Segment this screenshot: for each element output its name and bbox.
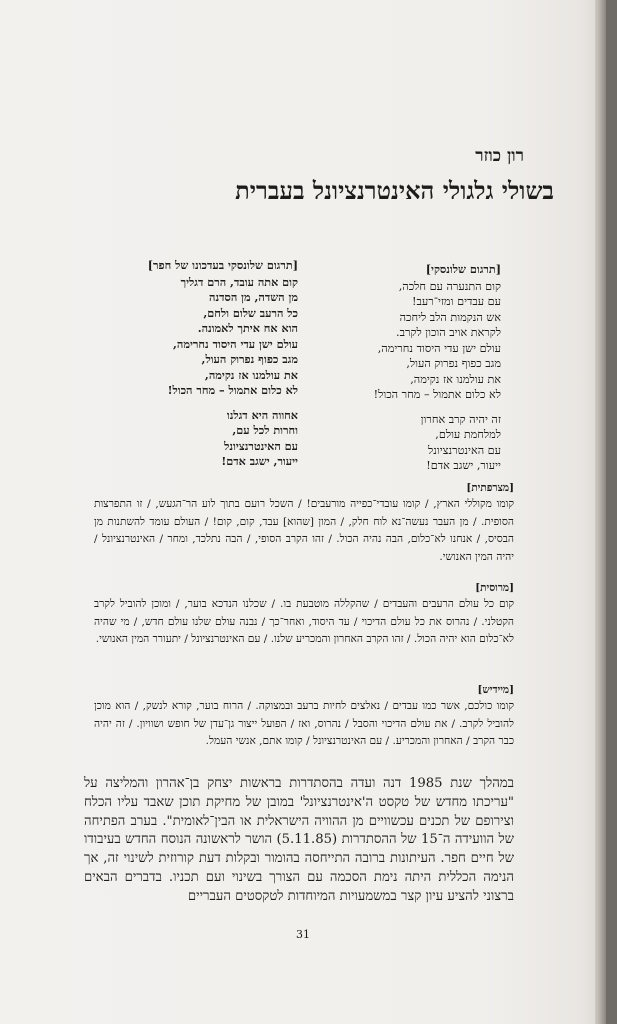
poem-line: הוא אח איתך לאמונה. bbox=[197, 321, 298, 335]
poem-shlonsky-hefer bbox=[108, 258, 298, 470]
poem-line: מגב כפוף נפרוק העול, bbox=[201, 352, 298, 366]
translation-section-yiddish bbox=[94, 682, 514, 751]
poem-line: מגב כפוף נפרוק העול, bbox=[406, 357, 501, 370]
poem-line: עולם ישן עדי היסוד נחרימה, bbox=[377, 341, 501, 355]
poem-line: לקראת אויב הוכון לקרב. bbox=[396, 326, 501, 339]
poem-line: קום אתה עובד, הרם דגליך bbox=[180, 274, 298, 289]
poem-line: מן השדה, מן הסדנה bbox=[209, 290, 298, 304]
section-label: [מיידיש] bbox=[477, 684, 514, 696]
section-label: [מרוסית] bbox=[475, 582, 514, 594]
poem-line: זה יהיה קרב אחרון bbox=[420, 412, 501, 426]
poem-line: לא כלום אתמול – מחר הכול! bbox=[373, 388, 501, 401]
poem-line: את עולמנו אז נקימה, bbox=[410, 372, 501, 386]
page-edge bbox=[595, 0, 606, 1024]
poem-line: לא כלום אתמול – מחר הכול! bbox=[167, 383, 298, 397]
poem-line: וחרות לכל עם, bbox=[232, 423, 298, 437]
section-text: קום כל עולם הרעבים והעבדים / שהקללה מוטבעת בו. / שכלנו הנדכא בוער, / ומוכן להוביל לקרב הקטלני. / נהרוס את כל עולם הדיכוי / עד היסוד, ואחר־כך / נבנה עולם שלנו עולם חדש, / מי שהיה לא־כלום הוא יהיה הכול. / זהו הקרב האחרון והמכריע שלנו. / עם האינטרנציונל / יתעורר המין האנושי. bbox=[94, 598, 514, 645]
article-title: בשולי גלגולי האינטרנציונל בעברית bbox=[235, 176, 554, 205]
poem-line: ייעור, ישגב אדם! bbox=[426, 459, 501, 472]
poem-line: עולם ישן עדי היסוד נחרימה, bbox=[173, 336, 298, 351]
poem-line: ייעור, ישגב אדם! bbox=[221, 454, 298, 468]
poem-line: קום התנערה עם חלכה, bbox=[398, 279, 501, 293]
poem-line: אחווה היא דגלנו bbox=[226, 407, 298, 422]
poem-shlonsky bbox=[351, 262, 501, 474]
section-text: קומו מקוללי הארץ, / קומו עובדי־כפייה מורעבים! / השכל רועם בתוך לוע הר־הגעש, / זו התפרצות הסופית. / מן העבר נעשה־נא לוח חלק, / המון [שהוא] עבד, קום, קום! / העולם עומד להשתנות מן הבסיס, / אנחנו לא־כלום, הבה נהיה הכול. / זהו הקרב הסופי, / הבה נתלכד, ומחר / האינטרנציונל / יהיה המין האנושי. bbox=[94, 498, 514, 563]
author-name: רון כוזר bbox=[475, 146, 524, 166]
section-text: קומו כולכם, אשר כמו עבדים / נאלצים לחיות ברעב ובמצוקה. / הרוח בוער, קורא לנשק, / הוא מוכן להוביל לקרב. / את עולם הדיכוי והסבל / נהרוס, ואז / הפועל ייצור גן־עדן של חופש ושוויון. / זה יהיה כבר הקרב / האחרון והמכריע. / עם האינטרנציונל / קומו אתם, אנשי העמל. bbox=[94, 700, 514, 747]
translation-section-russian bbox=[94, 580, 514, 649]
poem-line: את עולמנו אז נקימה, bbox=[204, 367, 298, 382]
body-paragraph: במהלך שנת 1985 דנה ועדה בהסתדרות בראשות יצחק בן־אהרון והמליצה על "עריכתו מחדש של טקסט ה'אינטרנציונל' במובן של מחיקת תוכן שאבד עליו הכלח וצירופם של תכנים עכשוויים מן ההוויה הישראלית או הבין־לאומית". בערב הפתיחה של הוועידה ה־15 של ההסתדרות (5.11.85) הושר לראשונה הנוסח החדש בעיבודו של חיים חפר. העיתונות ברובה התייחסה בהומור ובקלות דעת קורוזית לשינוי זה, אך הנימה הכללית היתה נימת הסכמה עם הצורך בשינוי ועם תכניו. בדברים הבאים ברצוני להציע עיון קצר במשמעויות המיוחדות לטקסטים העבריים bbox=[84, 776, 514, 904]
poem-line: עם עבדים ומזי־רעב! bbox=[412, 295, 501, 308]
poem-line: עם האינטרנציונל bbox=[427, 443, 501, 457]
poem-line: עם האינטרנציונל bbox=[224, 438, 298, 453]
translation-section-french bbox=[94, 480, 514, 566]
poem-label: [תרגום שלונסקי בעדכונו של חפר] bbox=[147, 258, 298, 272]
poem-line: כל הרעב שלום ולחם, bbox=[203, 305, 298, 320]
poem-line: אש הנקמות הלב ליחכה bbox=[399, 310, 501, 324]
poem-line: למלחמת עולם, bbox=[435, 428, 501, 441]
section-label: [מצרפתית] bbox=[466, 482, 514, 494]
poem-label: [תרגום שלונסקי] bbox=[425, 262, 501, 276]
page-number: 31 bbox=[296, 928, 310, 941]
